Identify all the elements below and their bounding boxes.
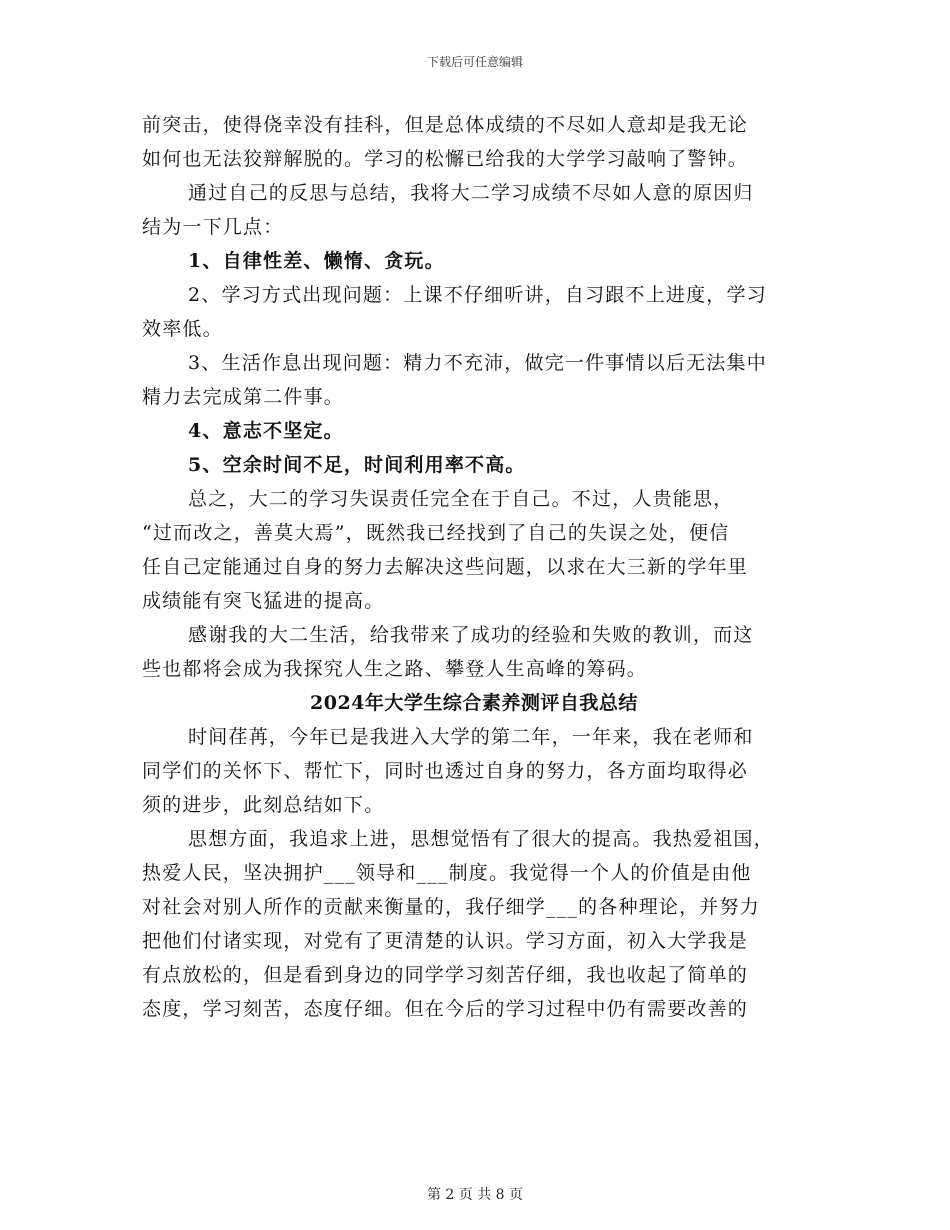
paragraph-line: 些也都将会成为我探究人生之路、攀登人生高峰的筹码。 xyxy=(142,658,648,680)
paragraph-line: 思想方面，我追求上进，思想觉悟有了很大的提高。我热爱祖国， xyxy=(188,828,774,850)
paragraph-line: 通过自己的反思与总结，我将大二学习成绩不尽如人意的原因归 xyxy=(188,182,754,204)
paragraph-line: 热爱人民，坚决拥护___领导和___制度。我觉得一个人的价值是由他 xyxy=(142,862,752,884)
summary-section-part1 xyxy=(142,108,806,686)
paragraph-line: 前突击，使得侥幸没有挂科，但是总体成绩的不尽如人意却是我无论 xyxy=(142,114,749,136)
paragraph-line: 成绩能有突飞猛进的提高。 xyxy=(142,590,385,612)
section-title: 2024年大学生综合素养测评自我总结 xyxy=(310,692,638,714)
paragraph-line: 效率低。 xyxy=(142,318,223,340)
paragraph-line: 任自己定能通过自身的努力去解决这些问题，以求在大三新的学年里 xyxy=(142,556,749,578)
paragraph-line: 同学们的关怀下、帮忙下，同时也透过自身的努力，各方面均取得必 xyxy=(142,760,749,782)
paragraph-line: 态度，学习刻苦，态度仔细。但在今后的学习过程中仍有需要改善的 xyxy=(142,998,749,1020)
paragraph-line: 2、学习方式出现问题：上课不仔细听讲，自习跟不上进度，学习 xyxy=(188,284,767,306)
paragraph-line: 有点放松的，但是看到身边的同学学习刻苦仔细，我也收起了简单的 xyxy=(142,964,749,986)
paragraph-line: 4、意志不坚定。 xyxy=(188,420,344,442)
paragraph-line: “过而改之，善莫大焉”，既然我已经找到了自己的失误之处，便信 xyxy=(142,522,730,544)
paragraph-line: 对社会对别人所作的贡献来衡量的，我仔细学___的各种理论，并努力 xyxy=(142,896,760,918)
paragraph-line: 如何也无法狡辩解脱的。学习的松懈已给我的大学学习敲响了警钟。 xyxy=(142,148,749,170)
paragraph-line: 5、空余时间不足，时间利用率不高。 xyxy=(188,454,526,476)
page-header: 下载后可任意编辑 xyxy=(426,55,523,69)
paragraph-line: 时间荏苒，今年已是我进入大学的第二年，一年来，我在老师和 xyxy=(188,726,754,748)
paragraph-line: 3、生活作息出现问题：精力不充沛，做完一件事情以后无法集中 xyxy=(188,352,767,374)
paragraph-line: 须的进步，此刻总结如下。 xyxy=(142,794,385,816)
summary-section-part2 xyxy=(142,720,806,1026)
paragraph-line: 1、自律性差、懒惰、贪玩。 xyxy=(188,250,445,272)
paragraph-line: 把他们付诸实现，对党有了更清楚的认识。学习方面，初入大学我是 xyxy=(142,930,749,952)
paragraph-line: 总之，大二的学习失误责任完全在于自己。不过，人贵能思， xyxy=(188,488,734,510)
paragraph-line: 结为一下几点： xyxy=(142,216,284,238)
page-footer: 第 2 页 共 8 页 xyxy=(426,1187,524,1203)
paragraph-line: 感谢我的大二生活，给我带来了成功的经验和失败的教训，而这 xyxy=(188,624,754,646)
paragraph-line: 精力去完成第二件事。 xyxy=(142,386,345,408)
document-body xyxy=(142,108,806,1026)
